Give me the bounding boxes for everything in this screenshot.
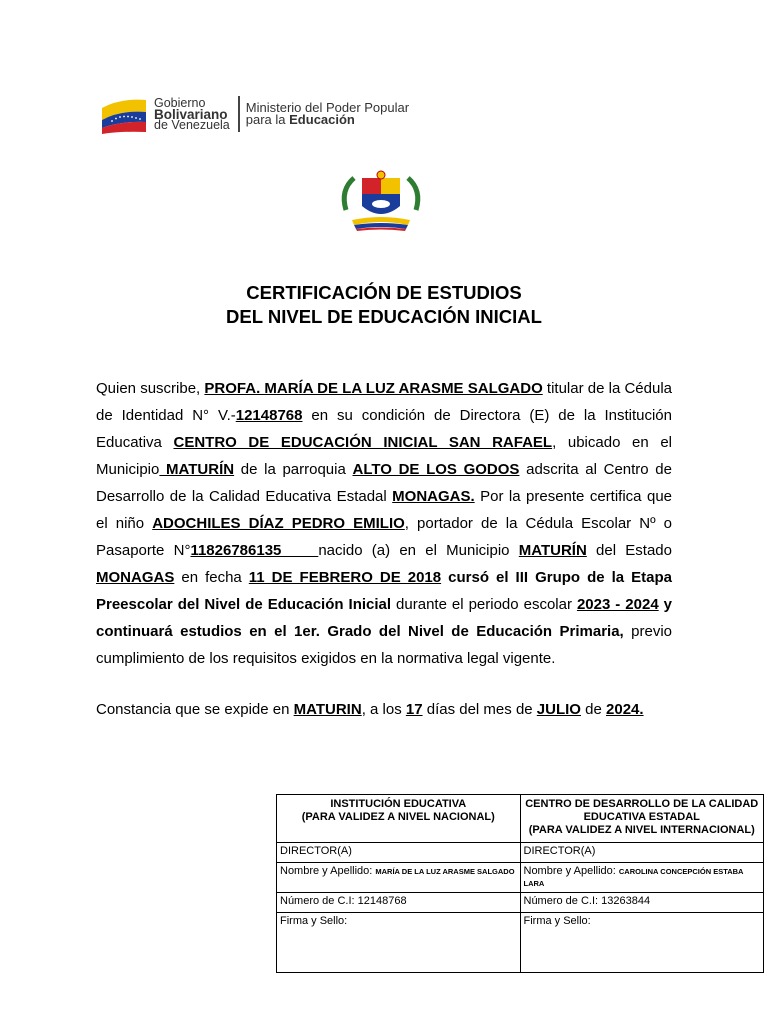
left-name-cell	[277, 863, 521, 893]
school-period: 2023 - 2024	[576, 596, 659, 613]
text-segment: de la parroquia	[234, 461, 353, 478]
text-segment: , a los	[361, 701, 406, 718]
birth-date: 11 DE FEBRERO DE 2018	[248, 569, 442, 586]
text-segment: Por la presente certifica que el niño	[96, 488, 672, 532]
issuance-line	[96, 698, 696, 722]
text-segment: titular de la Cédula de Identidad N° V.-	[96, 380, 672, 424]
title-line-1: CERTIFICACIÓN DE ESTUDIOS	[246, 282, 522, 303]
left-role: DIRECTOR(A)	[277, 843, 521, 863]
right-signature-field: Firma y Sello:	[520, 913, 764, 973]
certificate-paragraph	[96, 375, 672, 672]
director-ci: 12148768	[235, 407, 303, 424]
right-role: DIRECTOR(A)	[520, 843, 764, 863]
text-segment: previo cumplimiento de los requisitos exigidos en la normativa legal vigente.	[96, 623, 672, 667]
right-header	[520, 795, 764, 843]
text-segment: durante el periodo escolar	[391, 596, 577, 613]
student-name: ADOCHILES DÍAZ PEDRO EMILIO	[152, 515, 405, 532]
table-row	[277, 795, 764, 843]
text-segment: en su condición de Directora (E) de la Institución Educativa	[96, 407, 672, 451]
text-segment: , ubicado en el Municipio	[96, 434, 672, 478]
text-segment: días del mes de	[422, 701, 537, 718]
coat-of-arms-icon	[336, 170, 426, 232]
table-row	[277, 843, 764, 863]
issuance-year: 2024.	[606, 701, 644, 718]
issuance-city: MATURIN	[293, 701, 362, 718]
header-divider	[238, 96, 240, 132]
text-segment: Quien suscribe,	[96, 380, 205, 397]
left-header-line-2: (PARA VALIDEZ A NIVEL NACIONAL)	[301, 811, 495, 823]
ministry-text	[246, 102, 409, 126]
text-segment: nacido (a) en el Municipio	[318, 542, 519, 559]
left-header	[277, 795, 521, 843]
municipio: MATURÍN	[159, 461, 235, 478]
institution-name: CENTRO DE EDUCACIÓN INICIAL SAN RAFAEL	[173, 434, 553, 451]
left-header-line-1: INSTITUCIÓN EDUCATIVA	[330, 798, 467, 810]
document-title	[0, 281, 768, 329]
right-name-value: CAROLINA CONCEPCIÓN ESTABA LARA	[523, 867, 744, 888]
left-ci: Número de C.I: 12148768	[277, 893, 521, 913]
right-name-label: Nombre y Apellido:	[523, 865, 619, 877]
ministry-line-2a: para la	[245, 112, 290, 127]
ministry-line-2	[246, 114, 409, 126]
venezuela-flag-icon	[100, 94, 148, 134]
director-name: PROFA. MARÍA DE LA LUZ ARASME SALGADO	[204, 380, 543, 397]
right-header-line-1: CENTRO DE DESARROLLO DE LA CALIDAD EDUCATIVA ESTADAL	[525, 798, 759, 823]
right-header-line-2: (PARA VALIDEZ A NIVEL INTERNACIONAL)	[528, 824, 755, 836]
text-segment: , portador de la Cédula Escolar Nº o Pasaporte N°	[96, 515, 672, 559]
birth-municipio: MATURÍN	[518, 542, 587, 559]
estado-cdce: MONAGAS.	[392, 488, 475, 505]
gobierno-bolivariano-text	[154, 95, 230, 132]
issuance-month: JULIO	[536, 701, 581, 718]
text-segment: Constancia que se expide en	[96, 701, 294, 718]
right-ci: Número de C.I: 13263844	[520, 893, 764, 913]
right-name-cell	[520, 863, 764, 893]
student-id: 11826786135	[190, 542, 319, 559]
table-row	[277, 893, 764, 913]
signature-table	[276, 794, 764, 973]
text-segment: del Estado	[586, 542, 672, 559]
text-segment: adscrita al Centro de Desarrollo de la Calidad Educativa Estadal	[96, 461, 672, 505]
gov-line-3: de Venezuela	[154, 117, 230, 132]
parroquia: ALTO DE LOS GODOS	[352, 461, 520, 478]
left-signature-field: Firma y Sello:	[277, 913, 521, 973]
text-segment: de	[580, 701, 607, 718]
ministry-line-1: Ministerio del Poder Popular	[245, 100, 410, 115]
left-name-value: MARÍA DE LA LUZ ARASME SALGADO	[375, 867, 515, 876]
table-row	[277, 913, 764, 973]
table-row	[277, 863, 764, 893]
next-grade: y continuará estudios en el 1er. Grado del Nivel de Educación Primaria,	[96, 596, 673, 640]
issuance-day: 17	[405, 701, 423, 718]
ministry-line-2b: Educación	[289, 112, 355, 127]
left-name-label: Nombre y Apellido:	[280, 865, 376, 877]
gov-line-1: Gobierno	[154, 95, 206, 110]
gov-line-2: Bolivariano	[154, 106, 228, 122]
text-segment: en fecha	[174, 569, 249, 586]
grade-completed: cursó el III Grupo de la Etapa Preescolar del Nivel de Educación Inicial	[96, 569, 672, 613]
title-line-2: DEL NIVEL DE EDUCACIÓN INICIAL	[226, 306, 542, 327]
government-header-logo	[100, 90, 485, 138]
birth-estado: MONAGAS	[96, 569, 175, 586]
